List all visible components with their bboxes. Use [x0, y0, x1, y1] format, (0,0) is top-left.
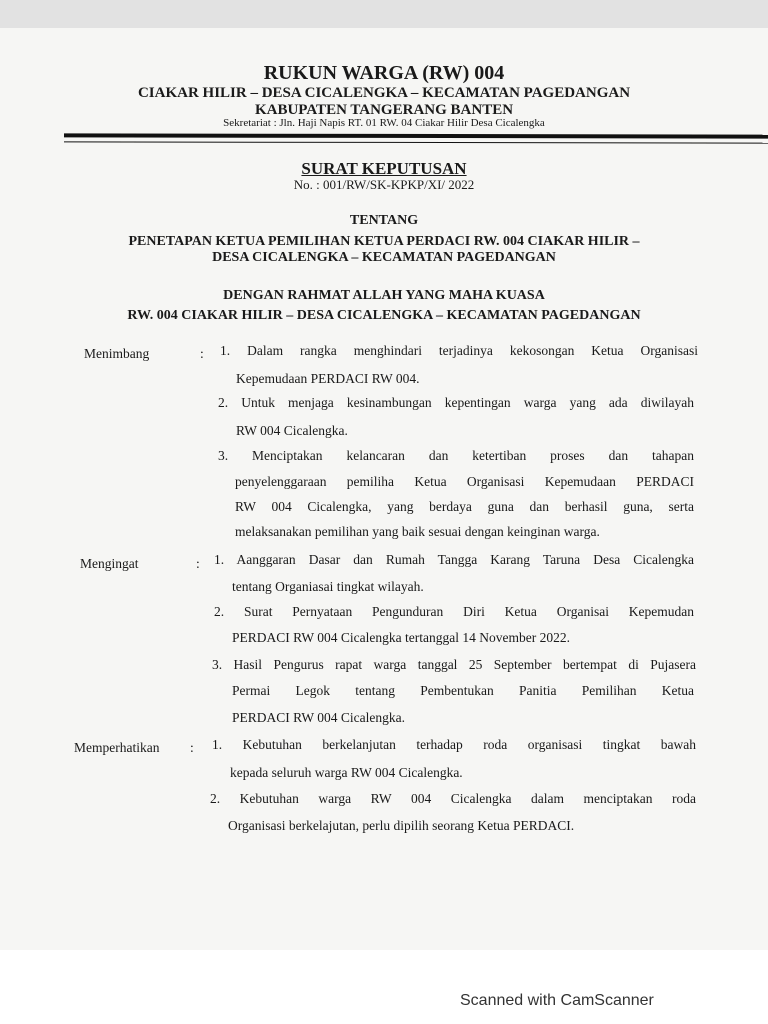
menimbang-item-1-cont: Kepemudaan PERDACI RW 004.: [236, 371, 420, 386]
menimbang-item-3: 3. Menciptakan kelancaran dan ketertiban proses dan tahapan: [218, 448, 694, 463]
section-colon: :: [196, 556, 200, 571]
decree-number: No. : 001/RW/SK-KPKP/XI/ 2022: [293, 177, 475, 192]
section-label-mengingat: Mengingat: [80, 556, 139, 571]
letterhead-address: Sekretariat : Jln. Haji Napis RT. 01 RW. 04 Ciakar Hilir Desa Cicalengka: [223, 117, 545, 129]
mengingat-item-1: 1. Aanggaran Dasar dan Rumah Tangga Karang Taruna Desa Cicalengka: [214, 552, 694, 567]
menimbang-item-2: 2. Untuk menjaga kesinambungan kepentingan warga yang ada diwilayah: [218, 395, 694, 410]
mengingat-item-1-cont: tentang Organiasai tingkat wilayah.: [232, 579, 424, 594]
camscanner-watermark: Scanned with CamScanner: [460, 992, 654, 1009]
letterhead-region: KABUPATEN TANGERANG BANTEN: [254, 102, 514, 118]
section-colon: :: [190, 740, 194, 755]
scanner-footer-area: [0, 950, 768, 1024]
invocation-line-2: RW. 004 CIAKAR HILIR – DESA CICALENGKA – KECAMATAN PAGEDANGAN: [127, 308, 641, 323]
mengingat-item-2-cont: PERDACI RW 004 Cicalengka tertanggal 14 November 2022.: [232, 630, 570, 645]
section-label-memperhatikan: Memperhatikan: [74, 740, 160, 755]
memperhatikan-item-2: 2. Kebutuhan warga RW 004 Cicalengka dalam menciptakan roda: [210, 791, 696, 806]
letterhead-subtitle: CIAKAR HILIR – DESA CICALENGKA – KECAMATAN PAGEDANGAN: [137, 85, 631, 101]
menimbang-item-3-cont-a: penyelenggaraan pemiliha Ketua Organisasi Kepemudaan PERDACI: [235, 474, 694, 489]
mengingat-item-3: 3. Hasil Pengurus rapat warga tanggal 25 September bertempat di Pujasera: [212, 657, 696, 672]
menimbang-item-1: 1. Dalam rangka menghindari terjadinya kekosongan Ketua Organisasi: [220, 343, 698, 358]
section-label-menimbang: Menimbang: [84, 346, 150, 361]
mengingat-item-2: 2. Surat Pernyataan Pengunduran Diri Ketua Organisai Kepemudan: [214, 604, 694, 619]
memperhatikan-item-1: 1. Kebutuhan berkelanjutan terhadap roda organisasi tingkat bawah: [212, 737, 696, 752]
decree-title: SURAT KEPUTUSAN: [301, 159, 467, 178]
menimbang-item-3-cont-b: RW 004 Cicalengka, yang berdaya guna dan berhasil guna, serta: [235, 499, 694, 514]
mengingat-item-3-cont-b: PERDACI RW 004 Cicalengka.: [232, 710, 405, 725]
mengingat-item-3-cont-a: Permai Legok tentang Pembentukan Panitia Pemilihan Ketua: [232, 683, 694, 698]
section-colon: :: [200, 346, 204, 361]
letterhead-title: RUKUN WARGA (RW) 004: [263, 62, 505, 84]
memperhatikan-item-2-cont: Organisasi berkelajutan, perlu dipilih seorang Ketua PERDACI.: [228, 818, 575, 833]
decree-subject-heading: TENTANG: [349, 213, 419, 228]
decree-subject-line-2: DESA CICALENGKA – KECAMATAN PAGEDANGAN: [212, 250, 556, 265]
decree-subject-line-1: PENETAPAN KETUA PEMILIHAN KETUA PERDACI RW. 004 CIAKAR HILIR –: [128, 234, 640, 249]
menimbang-item-2-cont: RW 004 Cicalengka.: [236, 423, 348, 438]
memperhatikan-item-1-cont: kepada seluruh warga RW 004 Cicalengka.: [230, 765, 463, 780]
invocation-line-1: DENGAN RAHMAT ALLAH YANG MAHA KUASA: [223, 288, 545, 303]
menimbang-item-3-cont-c: melaksanakan pemilihan yang baik sesuai dengan keinginan warga.: [235, 524, 600, 539]
